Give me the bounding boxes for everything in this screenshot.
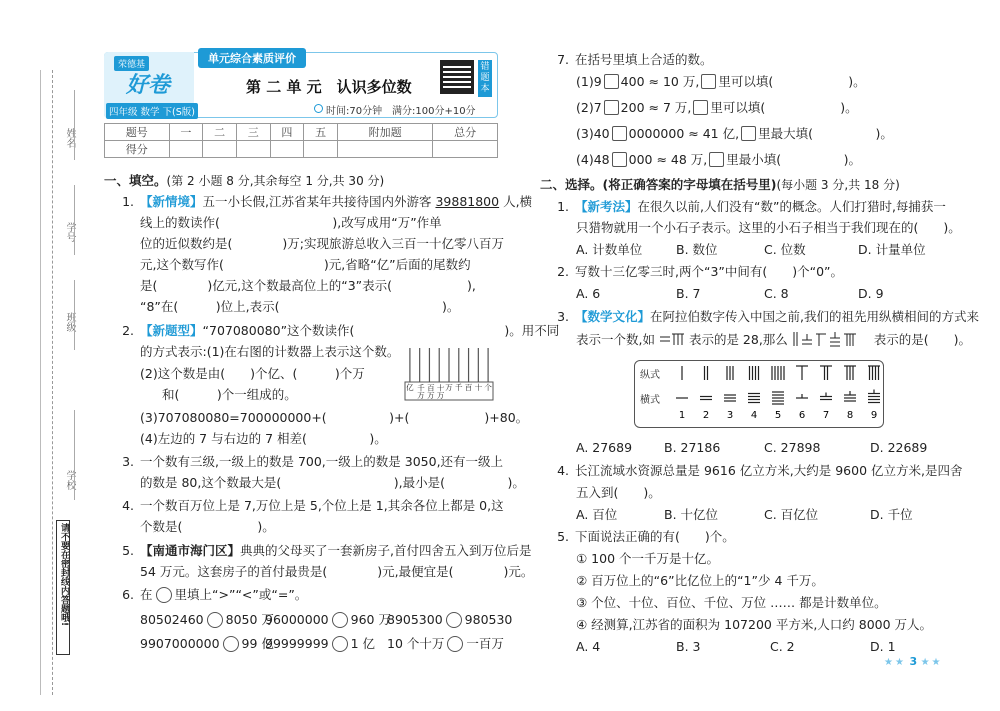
- rod-digit-label: 5: [774, 410, 782, 421]
- clock-icon: [314, 104, 323, 113]
- c1-line2: 只猎物就用一个小石子表示。这里的小石子相当于我们现在的( )。: [576, 220, 961, 235]
- c5-statement-2: ② 百万位上的“6”比亿位上的“1”少 4 千万。: [576, 573, 824, 588]
- score-label: 满分:100分+10分: [392, 106, 476, 117]
- rod-digit-label: 9: [870, 410, 878, 421]
- score-header-cell: 三: [236, 124, 270, 141]
- q7-item1: (1)9 400 ≈ 10 万, 里可以填( )。: [576, 74, 866, 89]
- q2-line5: (3)707080080=700000000+( )+( )+80。: [140, 410, 529, 425]
- digit-box[interactable]: [741, 126, 756, 141]
- score-header-cell: 四: [270, 124, 304, 141]
- q5-line2: 54 万元。这套房子的首付最贵是( )元,最便宜是( )元。: [140, 564, 534, 579]
- score-cell[interactable]: [236, 141, 270, 158]
- rod-numerals: [660, 362, 882, 426]
- star-icon: ★★: [920, 657, 943, 668]
- c5-opt-c[interactable]: C. 2: [770, 639, 795, 654]
- section-1-title: 一、填空。(第 2 小题 8 分,其余每空 1 分,共 30 分): [104, 173, 385, 188]
- score-header-cell: 总分: [433, 124, 498, 141]
- c1-opt-b[interactable]: B. 数位: [676, 242, 718, 257]
- score-header-cell: 题号: [105, 124, 170, 141]
- score-cell[interactable]: [433, 141, 498, 158]
- q5-line1: 5. 【南通市海门区】典典的父母买了一套新房子,首付四舍五入到万位后是: [122, 543, 532, 558]
- q2-line1: 2. 【新题型】“707080080”这个数读作( )。用不同: [122, 323, 560, 338]
- warning-text: 请不要在密封线内答题哦!: [59, 523, 69, 627]
- digit-box[interactable]: [693, 100, 708, 115]
- class-blank: [74, 280, 75, 350]
- time-label: 时间:70分钟: [326, 106, 383, 117]
- c4-opt-d[interactable]: D. 千位: [870, 507, 913, 522]
- digit-box[interactable]: [604, 100, 619, 115]
- digit-box[interactable]: [604, 74, 619, 89]
- rod-digit-label: 4: [750, 410, 758, 421]
- compare-circle[interactable]: [332, 636, 348, 652]
- logo-wordmark: 好卷: [126, 73, 171, 98]
- score-table-row: [105, 141, 498, 158]
- score-cell[interactable]: [203, 141, 237, 158]
- digit-box[interactable]: [612, 126, 627, 141]
- q6-row1-c: 8905300 980530: [387, 612, 513, 627]
- binding-line-solid: [40, 70, 41, 695]
- q1-line6: “8”在( )位上,表示( )。: [140, 299, 460, 314]
- q1-line4: 元,这个数写作( )元,省略“亿”后面的尾数约: [140, 257, 471, 272]
- c5-statement-3: ③ 个位、十位、百位、千位、万位 …… 都是计数单位。: [576, 595, 887, 610]
- compare-circle[interactable]: [447, 636, 463, 652]
- qr-side-label: 错题本: [478, 60, 492, 97]
- c4-line1: 4. 长江流域水资源总量是 9616 亿立方米,大约是 9600 亿立方米,是四舍: [557, 463, 963, 478]
- rod-digit-label: 3: [726, 410, 734, 421]
- q6-row2-c: 10 个十万 一百万: [387, 636, 504, 651]
- c1-line1: 1. 【新考法】在很久以前,人们没有“数”的概念。人们打猎时,每捕获一: [557, 199, 946, 214]
- school-blank: [74, 410, 75, 500]
- brand-badge: 荣德基: [114, 56, 149, 71]
- rod-digit-label: 6: [798, 410, 806, 421]
- abacus-place-label: 十: [474, 383, 483, 392]
- rod-numeral-28-icon: [659, 332, 685, 346]
- compare-circle[interactable]: [223, 636, 239, 652]
- c3-line1: 3. 【数学文化】在阿拉伯数字传入中国之前,我们的祖先用纵横相间的方式来: [557, 309, 979, 324]
- compare-circle[interactable]: [207, 612, 223, 628]
- rod-digit-label: 7: [822, 410, 830, 421]
- abacus-place-label: 亿: [406, 383, 414, 392]
- c5-line1: 5. 下面说法正确的有( )个。: [557, 529, 735, 544]
- digit-box[interactable]: [612, 152, 627, 167]
- score-header-cell: 一: [169, 124, 203, 141]
- student-id-blank: [74, 185, 75, 255]
- banner: 单元综合素质评价: [198, 48, 306, 68]
- qr-code-icon: [440, 60, 474, 94]
- name-blank: [74, 90, 75, 160]
- score-cell[interactable]: [270, 141, 304, 158]
- compare-circle[interactable]: [446, 612, 462, 628]
- c4-opt-b[interactable]: B. 十亿位: [664, 507, 719, 522]
- q1-line2: 线上的数读作( ),改写成用“万”作单: [140, 215, 442, 230]
- q6-row2-b: 99999999 1 亿: [265, 636, 376, 651]
- rod-numeral-question-icon: [792, 331, 870, 347]
- school-label: 学校: [64, 470, 75, 490]
- page-number: 3: [909, 655, 918, 668]
- q7-item3: (3)40 0000000 ≈ 41 亿, 里最大填( )。: [576, 126, 893, 141]
- digit-box[interactable]: [701, 74, 716, 89]
- abacus-place-label: 个: [484, 383, 492, 392]
- c3-opt-a[interactable]: A. 27689: [576, 440, 633, 455]
- c5-opt-b[interactable]: B. 3: [676, 639, 701, 654]
- class-label: 班级: [64, 312, 75, 332]
- score-cell[interactable]: [337, 141, 432, 158]
- q6-row1-b: 96000000 960 万: [265, 612, 391, 627]
- c5-opt-d[interactable]: D. 1: [870, 639, 896, 654]
- rod-digit-label: 1: [678, 410, 686, 421]
- digit-box[interactable]: [709, 152, 724, 167]
- c4-line2: 五入到( )。: [576, 485, 661, 500]
- q4-line2: 个数是( )。: [140, 519, 275, 534]
- c5-opt-a[interactable]: A. 4: [576, 639, 601, 654]
- c4-opt-c[interactable]: C. 百亿位: [764, 507, 819, 522]
- q1-line5: 是( )亿元,这个数最高位上的“3”表示( ),: [140, 278, 476, 293]
- q2-line4: 和( )个一组成的。: [162, 387, 297, 402]
- c3-opt-d[interactable]: D. 22689: [870, 440, 928, 455]
- rod-zong-label: 纵式: [640, 370, 660, 381]
- compare-circle[interactable]: [332, 612, 348, 628]
- c1-opt-a[interactable]: A. 计数单位: [576, 242, 643, 257]
- abacus-place-label: 千万: [416, 384, 426, 399]
- q3-line1: 3. 一个数有三级,一级上的数是 700,一级上的数是 3050,还有一级上: [122, 454, 504, 469]
- c5-statement-4: ④ 经测算,江苏省的面积为 107200 平方米,人口约 8000 万人。: [576, 617, 933, 632]
- q2-line2: 的方式表示:(1)在右图的计数器上表示这个数。: [140, 344, 400, 359]
- c5-statement-1: ① 100 个一千万是十亿。: [576, 551, 720, 566]
- score-header-cell: 附加题: [337, 124, 432, 141]
- q2-line6: (4)左边的 7 与右边的 7 相差( )。: [140, 431, 387, 446]
- score-header-cell: 五: [304, 124, 338, 141]
- name-label: 姓名: [64, 128, 75, 148]
- section-2-title: 二、选择。(将正确答案的字母填在括号里)(每小题 3 分,共 18 分): [540, 177, 900, 192]
- abacus-place-label: 百万: [426, 384, 436, 399]
- c1-opt-d[interactable]: D. 计量单位: [858, 242, 926, 257]
- c3-opt-b[interactable]: B. 27186: [664, 440, 721, 455]
- q2-line3: (2)这个数是由( )个亿、( )个万: [140, 366, 365, 381]
- grade-label: 四年级 数学 下(S版): [106, 103, 198, 119]
- q3-line2: 的数是 80,这个数最大是( ),最小是( )。: [140, 475, 525, 490]
- compare-circle[interactable]: [156, 587, 172, 603]
- abacus-place-label: 万: [445, 383, 453, 392]
- student-id-label: 学号: [64, 222, 75, 242]
- rod-heng-label: 横式: [640, 395, 660, 406]
- rod-digit-label: 2: [702, 410, 710, 421]
- c2-opt-d[interactable]: D. 9: [858, 286, 884, 301]
- abacus-labels: [405, 383, 493, 399]
- q7-item4: (4)48 000 ≈ 48 万, 里最小填( )。: [576, 152, 862, 167]
- score-header-cell: 二: [203, 124, 237, 141]
- binding-line: [52, 70, 53, 695]
- score-table: [104, 123, 498, 158]
- q1-line3: 位的近似数约是( )万;实现旅游总收入三百一十亿零八百万: [140, 236, 504, 251]
- q6-row2-a: 9907000000 99 亿: [140, 636, 274, 651]
- c3-opt-c[interactable]: C. 27898: [764, 440, 821, 455]
- c2-line1: 2. 写数十三亿零三时,两个“3”中间有( )个“0”。: [557, 264, 844, 279]
- q4-line1: 4. 一个数百万位上是 7,万位上是 5,个位上是 1,其余各位上都是 0,这: [122, 498, 504, 513]
- q6-row1-a: 80502460 8050 万: [140, 612, 274, 627]
- unit-title: 第 二 单 元 认识多位数: [246, 78, 412, 96]
- star-icon: ★★: [884, 657, 906, 668]
- c2-opt-b[interactable]: B. 7: [676, 286, 701, 301]
- q7-title: 7. 在括号里填上合适的数。: [557, 52, 713, 67]
- score-cell[interactable]: [169, 141, 203, 158]
- abacus-place-label: 千: [455, 383, 463, 392]
- score-row-label: 得分: [105, 141, 170, 158]
- c1-opt-c[interactable]: C. 位数: [764, 242, 806, 257]
- c2-opt-c[interactable]: C. 8: [764, 286, 789, 301]
- q7-item2: (2)7 200 ≈ 7 万, 里可以填( )。: [576, 100, 858, 115]
- c2-opt-a[interactable]: A. 6: [576, 286, 601, 301]
- q6-line1: 6. 在 里填上“>”“<”或“=”。: [122, 587, 308, 602]
- abacus-place-label: 十万: [436, 384, 446, 399]
- q1-line1: 1. 【新情境】五一小长假,江苏省某年共接待国内外游客 39881800 人,横: [122, 194, 533, 209]
- abacus-place-label: 百: [464, 383, 473, 392]
- rod-digit-label: 8: [846, 410, 854, 421]
- c3-line2: 表示一个数,如 表示的是 28,那么 表示的是( )。: [576, 332, 972, 347]
- score-table-header: [105, 124, 498, 141]
- c4-opt-a[interactable]: A. 百位: [576, 507, 618, 522]
- page-number-box: [884, 655, 943, 668]
- score-cell[interactable]: [304, 141, 338, 158]
